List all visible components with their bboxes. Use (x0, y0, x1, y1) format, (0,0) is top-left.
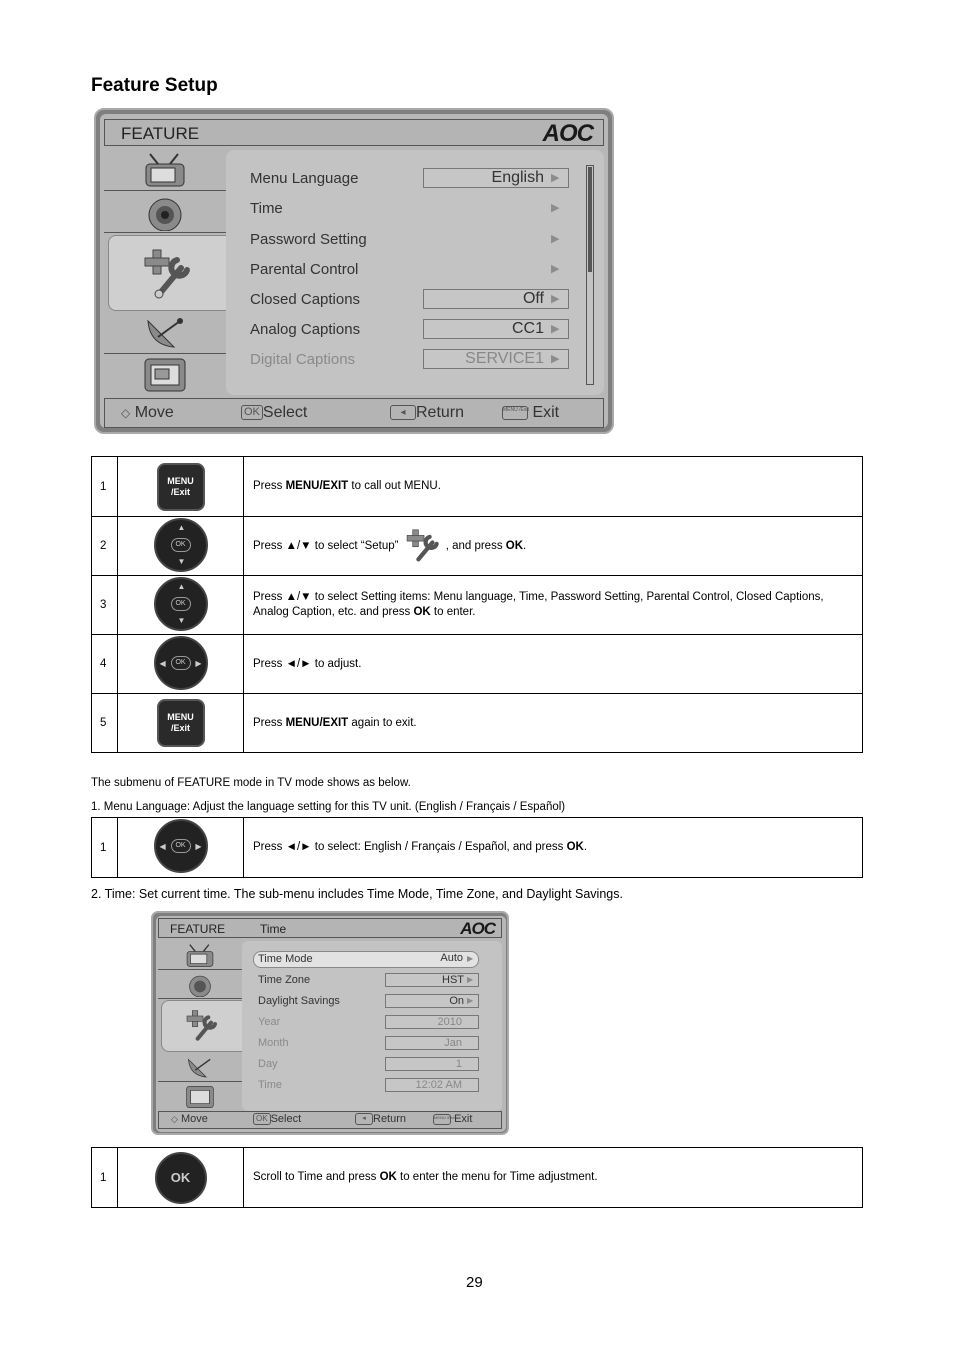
step-number: 4 (92, 635, 118, 694)
satellite-dish-icon[interactable] (158, 1053, 242, 1082)
submenu-intro: The submenu of FEATURE mode in TV mode shows as below. (91, 777, 411, 789)
osd-scrollbar[interactable] (586, 165, 594, 385)
return-hint: ◂ Return (390, 404, 464, 422)
aoc-logo: AOC (460, 919, 495, 938)
select-hint: OK Select (253, 1113, 301, 1125)
osd2-menu-item-label[interactable]: Time Mode (258, 953, 313, 965)
table-row (92, 457, 863, 517)
osd2-menu-item-value[interactable]: 2010 (385, 1015, 479, 1029)
speaker-icon[interactable] (158, 970, 242, 999)
osd-menu-item-value[interactable]: SERVICE1 (423, 349, 569, 369)
osd2-header-title: FEATURE (170, 922, 226, 936)
osd2-footer (158, 1111, 502, 1129)
move-arrows-icon: ◇ (171, 1114, 178, 1124)
right-arrow-icon: ▶ (467, 996, 474, 1005)
step-text: Press MENU/EXIT again to exit. (244, 694, 863, 753)
step-text: Press ◄/► to adjust. (244, 635, 863, 694)
osd2-header-sub: Time (260, 922, 287, 936)
steps-table-language (91, 817, 863, 878)
tv-icon[interactable] (158, 941, 242, 970)
osd-menu-item-label[interactable]: Time (250, 200, 283, 217)
dpad-left-right-icon: OK ◀ ▶ (154, 819, 208, 873)
table-row (92, 1148, 863, 1208)
step-number: 5 (92, 694, 118, 753)
return-key-icon: ◂ (390, 405, 416, 420)
osd-menu-item-label[interactable]: Analog Captions (250, 321, 361, 338)
speaker-icon[interactable] (104, 191, 226, 233)
osd-icon-column (104, 150, 226, 395)
osd-menu-item-label[interactable]: Parental Control (250, 261, 359, 278)
table-row (92, 517, 863, 576)
menu-language-description: 1. Menu Language: Adjust the language setting for this TV unit. (English / Français / Español) (91, 801, 566, 813)
right-arrow-icon: ▶ (551, 323, 560, 335)
setup-wrench-icon (402, 527, 446, 565)
right-arrow-icon: ▶ (551, 202, 560, 214)
exit-hint: MENU /Exit Exit (503, 404, 560, 421)
right-arrow-icon: ▶ (551, 233, 560, 245)
osd-menu-item-label[interactable]: Menu Language (250, 170, 359, 187)
osd2-menu-item-label[interactable]: Time Zone (258, 974, 311, 986)
osd-menu-item-value[interactable]: Off (423, 289, 569, 309)
osd-menu-item-value[interactable]: CC1 (423, 319, 569, 339)
ok-key-icon: OK (241, 405, 263, 420)
osd2-menu-item-value[interactable]: 12:02 AM (385, 1078, 479, 1092)
osd-scroll-thumb[interactable] (588, 167, 592, 272)
feature-osd-menu (94, 108, 614, 434)
osd-footer (104, 398, 604, 428)
osd-menu-item-label[interactable]: Closed Captions (250, 291, 361, 308)
menu-exit-button-icon: MENU /Exit (157, 699, 205, 747)
picture-in-picture-icon[interactable] (104, 354, 226, 395)
dpad-left-right-icon: OK ◀ ▶ (154, 636, 208, 690)
right-arrow-icon: ▶ (551, 293, 560, 305)
step-text: Press ▲/▼ to select “Setup” , and press OK. (244, 517, 863, 576)
right-arrow-icon: ▶ (467, 954, 474, 963)
step-number: 1 (92, 457, 118, 517)
table-row (92, 694, 863, 753)
select-hint: OK Select (241, 404, 307, 422)
satellite-dish-icon[interactable] (104, 313, 226, 354)
menu-exit-key-icon: MENU /Exit (433, 1114, 451, 1125)
right-arrow-icon: ▶ (551, 263, 560, 275)
return-hint: ◂ Return (355, 1113, 406, 1125)
step-number: 1 (92, 818, 118, 878)
picture-in-picture-icon[interactable] (158, 1082, 242, 1111)
step-text: Press ◄/► to select: English / Français / Español, and press OK. (244, 818, 863, 878)
aoc-logo: AOC (542, 120, 593, 147)
osd2-menu-item-value[interactable]: Auto (440, 952, 463, 964)
time-osd-menu (151, 911, 509, 1135)
move-arrows-icon: ◇ (121, 406, 131, 420)
move-hint: ◇ Move (171, 1113, 208, 1125)
osd-menu-item-value[interactable]: English (423, 168, 569, 188)
osd-header-title: FEATURE (121, 124, 200, 143)
step-number: 1 (92, 1148, 118, 1208)
osd2-menu-item-label[interactable]: Time (258, 1079, 283, 1091)
osd2-menu-item-value[interactable]: 1 (385, 1057, 479, 1071)
step-text: Press MENU/EXIT to call out MENU. (244, 457, 863, 517)
menu-exit-button-icon: MENU /Exit (157, 463, 205, 511)
step-number: 3 (92, 576, 118, 635)
osd2-icon-column (158, 941, 242, 1111)
ok-button-icon: OK (155, 1152, 207, 1204)
steps-table-time (91, 1147, 863, 1208)
osd2-menu-item-value[interactable]: On (385, 994, 479, 1008)
menu-exit-key-icon: MENU /Exit (502, 406, 528, 420)
step-number: 2 (92, 517, 118, 576)
table-row (92, 635, 863, 694)
osd-header (104, 119, 604, 146)
tv-icon[interactable] (104, 150, 226, 191)
page-title: Feature Setup (91, 75, 218, 96)
step-text: Scroll to Time and press OK to enter the menu for Time adjustment. (244, 1148, 863, 1208)
osd2-menu-item-label[interactable]: Daylight Savings (258, 995, 340, 1007)
page-number: 29 (466, 1274, 483, 1291)
table-row (92, 818, 863, 878)
osd2-header (158, 918, 502, 938)
osd-menu-item-label[interactable]: Digital Captions (250, 351, 356, 368)
right-arrow-icon: ▶ (551, 353, 560, 365)
dpad-up-down-icon: OK ▲ ▼ (154, 577, 208, 631)
move-hint: ◇ Move (121, 404, 174, 421)
osd2-menu-item-value[interactable]: HST (385, 973, 479, 987)
osd-menu-item-label[interactable]: Password Setting (250, 231, 367, 248)
step-text: Press ▲/▼ to select Setting items: Menu language, Time, Password Setting, Parental Control, Closed Captions, Analog Caption, etc. and press OK to enter. (244, 576, 863, 635)
setup-icon[interactable] (161, 1000, 245, 1052)
exit-hint: MENU /Exit Exit (434, 1113, 473, 1125)
setup-icon[interactable] (108, 235, 230, 311)
ok-key-icon: OK (253, 1113, 271, 1125)
osd2-menu-item-label[interactable]: Month (258, 1037, 289, 1049)
osd2-menu-item-label[interactable]: Day (258, 1058, 278, 1070)
right-arrow-icon: ▶ (467, 975, 474, 984)
dpad-up-down-icon: OK ▲ ▼ (154, 518, 208, 572)
osd2-menu-item-label[interactable]: Year (258, 1016, 281, 1028)
return-key-icon: ◂ (355, 1113, 373, 1125)
time-description: 2. Time: Set current time. The sub-menu includes Time Mode, Time Zone, and Daylight Savings. (91, 887, 623, 901)
steps-table-main (91, 456, 863, 753)
table-row (92, 576, 863, 635)
right-arrow-icon: ▶ (551, 172, 560, 184)
osd2-menu-item-value[interactable]: Jan (385, 1036, 479, 1050)
